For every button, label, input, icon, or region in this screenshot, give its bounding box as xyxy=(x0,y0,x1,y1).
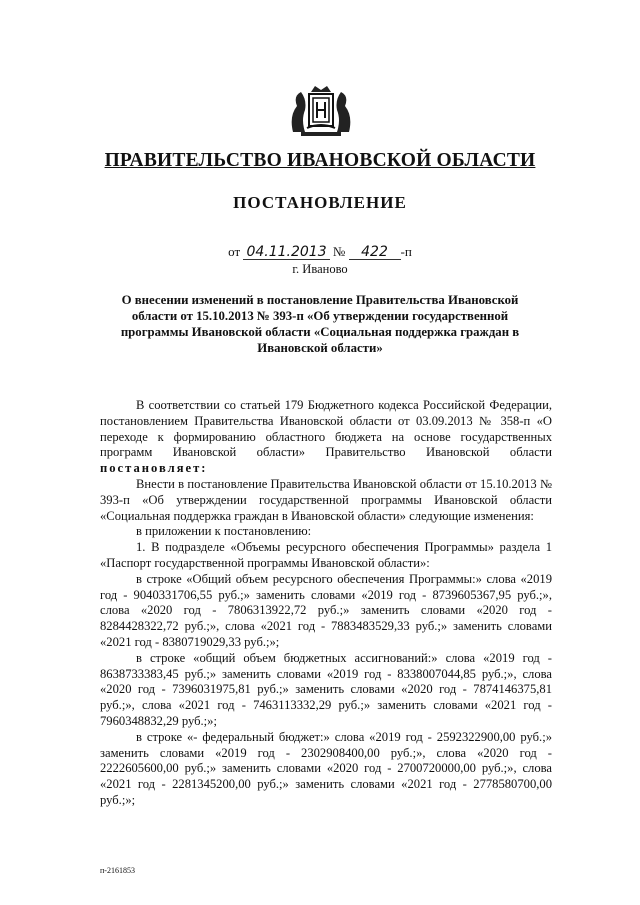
document-title: О внесении изменений в постановление Правительства Ивановской области от 15.10.2013 № 393-п «Об утверждении государственной программы Ивановской области «Социальная поддержка граждан в Ивановской области» xyxy=(120,293,520,355)
number-suffix: -п xyxy=(400,244,412,259)
document-type: ПОСТАНОВЛЕНИЕ xyxy=(233,193,407,212)
document-body xyxy=(100,398,552,809)
paragraph-item-1: 1. В подразделе «Объемы ресурсного обеспечения Программы» раздела 1 «Паспорт государственной программы Ивановской области»: xyxy=(100,540,552,570)
date-number-line xyxy=(0,244,640,260)
city-name: г. Иваново xyxy=(292,262,348,276)
paragraph-budget-allocations: в строке «общий объем бюджетных ассигнований:» слова «2019 год - 8638733383,45 руб.;» заменить словами «2019 год - 8338007044,85 руб.;», слова «2020 год - 7396031975,81 руб.;» заменить словами «2020 год - 7874146375,81 руб.;», слова «2021 год - 7463113332,29 руб.;» заменить словами «2021 год - 7960348832,29 руб.;»; xyxy=(100,650,552,728)
resolve-keyword: постановляет: xyxy=(100,461,208,476)
paragraph-federal-budget: в строке «- федеральный бюджет:» слова «2019 год - 2592322900,00 руб.;» заменить словами «2019 год - 2302908400,00 руб.;», слова «2020 год - 2222605600,00 руб.;» заменить словами «2020 год - 2700720000,00 руб.;», слова «2021 год - 2281345200,00 руб.;» заменить словами «2021 год - 2778580700,00 руб.;»; xyxy=(100,729,552,807)
organization-name: ПРАВИТЕЛЬСТВО ИВАНОВСКОЙ ОБЛАСТИ xyxy=(104,150,536,171)
coat-of-arms-emblem xyxy=(287,82,355,138)
preamble-text: В соответствии со статьей 179 Бюджетного кодекса Российской Федерации, постановлением Правительства Ивановской области от 03.09.2013 № 358-п «О переходе к формированию областного бюджета на основе государственных программ Ивановской области» Правительство Ивановской области xyxy=(100,398,552,460)
footer-code: п-2161853 xyxy=(100,866,135,875)
handwritten-number: 422 xyxy=(349,245,401,260)
paragraph-total-volume: в строке «Общий объем ресурсного обеспечения Программы:» слова «2019 год - 9040331706,55 руб.;» заменить словами «2019 год - 8739605367,95 руб.;», слова «2020 год - 7806313922,72 руб.;» заменить словами «2020 год - 8284428322,72 руб.;», слова «2021 год - 7883483529,33 руб.;» заменить словами «2021 год - 8380719029,33 руб.;»; xyxy=(100,571,552,649)
paragraph-appendix: в приложении к постановлению: xyxy=(136,524,312,539)
number-sign: № xyxy=(332,244,346,259)
handwritten-date: 04.11.2013 xyxy=(243,245,329,260)
paragraph-amend: Внести в постановление Правительства Ивановской области от 15.10.2013 № 393-п «Об утверждении государственной программы Ивановской области «Социальная поддержка граждан в Ивановской области» следующие изменения: xyxy=(100,476,552,523)
date-prefix: от xyxy=(228,244,241,259)
paragraph-preamble xyxy=(100,398,552,477)
